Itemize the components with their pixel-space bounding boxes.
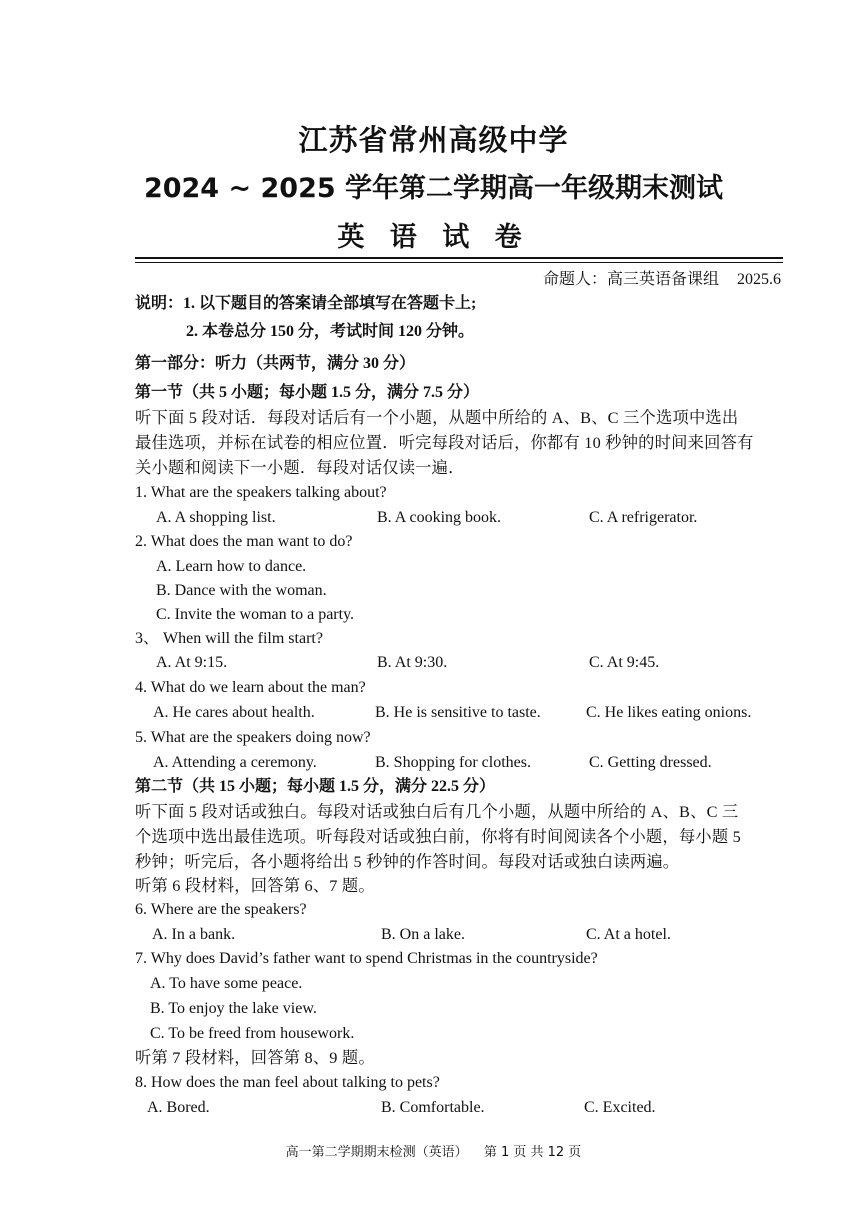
q3-option-c: C. At 9:45. [589,654,660,671]
section2-instruction-2: 个选项中选出最佳选项。听每段对话或独白前，你将有时间阅读各个小题，每小题 5 [135,827,741,846]
question-2: 2. What does the man want to do? [135,533,353,550]
q6-option-a: A. In a bank. [152,926,236,943]
q5-option-b: B. Shopping for clothes. [375,754,531,771]
q5-option-a: A. Attending a ceremony. [153,754,317,771]
q2-option-c: C. Invite the woman to a party. [156,606,355,623]
note-1-text: 1. 以下题目的答案请全部填写在答题卡上; [183,295,477,312]
header-rule-thick [135,257,783,259]
section2-instruction-3: 秒钟；听完后，各小题将给出 5 秒钟的作答时间。每段对话或独白读两遍。 [135,852,680,871]
question-3: 3、 When will the film start? [135,630,323,647]
question-1: 1. What are the speakers talking about? [135,484,387,501]
question-6: 6. Where are the speakers? [135,901,307,918]
q8-option-c: C. Excited. [584,1099,656,1116]
header-rule-thin [135,262,783,263]
question-7: 7. Why does David’s father want to spend Christmas in the countryside? [135,950,598,967]
q3-option-b: B. At 9:30. [377,654,448,671]
exam-date: 2025.6 [737,271,781,288]
q2-option-a: A. Learn how to dance. [156,558,307,575]
q6-option-c: C. At a hotel. [586,926,671,943]
q8-option-a: A. Bored. [147,1099,210,1116]
term-title: 2024 ~ 2025 学年第二学期高一年级期末测试 [143,173,724,204]
school-title: 江苏省常州高级中学 [298,123,569,157]
material-6-heading: 听第 6 段材料，回答第 6、7 题。 [135,876,375,895]
q3-option-a: A. At 9:15. [156,654,228,671]
footer-page-number: 第 1 页 共 12 页 [483,1145,582,1160]
q1-option-a: A. A shopping list. [156,509,276,526]
section2-instruction-1: 听下面 5 段对话或独白。每段对话或独白后有几个小题，从题中所给的 A、B、C 三 [135,802,739,821]
section2-title: 第二节（共 15 小题；每小题 1.5 分，满分 22.5 分） [135,778,496,795]
q2-option-b: B. Dance with the woman. [156,582,327,599]
q5-option-c: C. Getting dressed. [589,754,712,771]
page-footer [0,1141,867,1160]
section1-instruction-1: 听下面 5 段对话．每段对话后有一个小题，从题中所给的 A、B、C 三个选项中选出 [135,408,739,427]
question-8: 8. How does the man feel about talking to pets? [135,1074,440,1091]
section1-title: 第一节（共 5 小题；每小题 1.5 分，满分 7.5 分） [135,384,480,401]
q6-option-b: B. On a lake. [381,926,465,943]
note-2: 2. 本卷总分 150 分，考试时间 120 分钟。 [186,323,475,340]
q4-option-a: A. He cares about health. [153,704,315,721]
author-label: 命题人：高三英语备课组 [542,271,719,288]
material-7-heading: 听第 7 段材料，回答第 8、9 题。 [135,1048,375,1067]
part1-title: 第一部分：听力（共两节，满分 30 分） [135,355,416,372]
question-5: 5. What are the speakers doing now? [135,729,371,746]
q8-option-b: B. Comfortable. [381,1099,485,1116]
q7-option-a: A. To have some peace. [150,975,303,992]
note-1 [135,293,476,315]
q4-option-c: C. He likes eating onions. [586,704,752,721]
author-line [529,266,781,289]
note-label: 说明： [135,295,184,312]
q7-option-b: B. To enjoy the lake view. [150,1000,317,1017]
q4-option-b: B. He is sensitive to taste. [375,704,541,721]
section1-instruction-3: 关小题和阅读下一小题．每段对话仅读一遍． [135,458,465,477]
question-4: 4. What do we learn about the man? [135,679,366,696]
footer-title: 高一第二学期期末检测（英语） [285,1145,468,1160]
q7-option-c: C. To be freed from housework. [150,1025,355,1042]
section1-instruction-2: 最佳选项，并标在试卷的相应位置．听完每段对话后，你都有 10 秒钟的时间来回答有 [135,433,754,452]
q1-option-c: C. A refrigerator. [589,509,698,526]
subject-title: 英 语 试 卷 [337,222,530,253]
q1-option-b: B. A cooking book. [377,509,502,526]
